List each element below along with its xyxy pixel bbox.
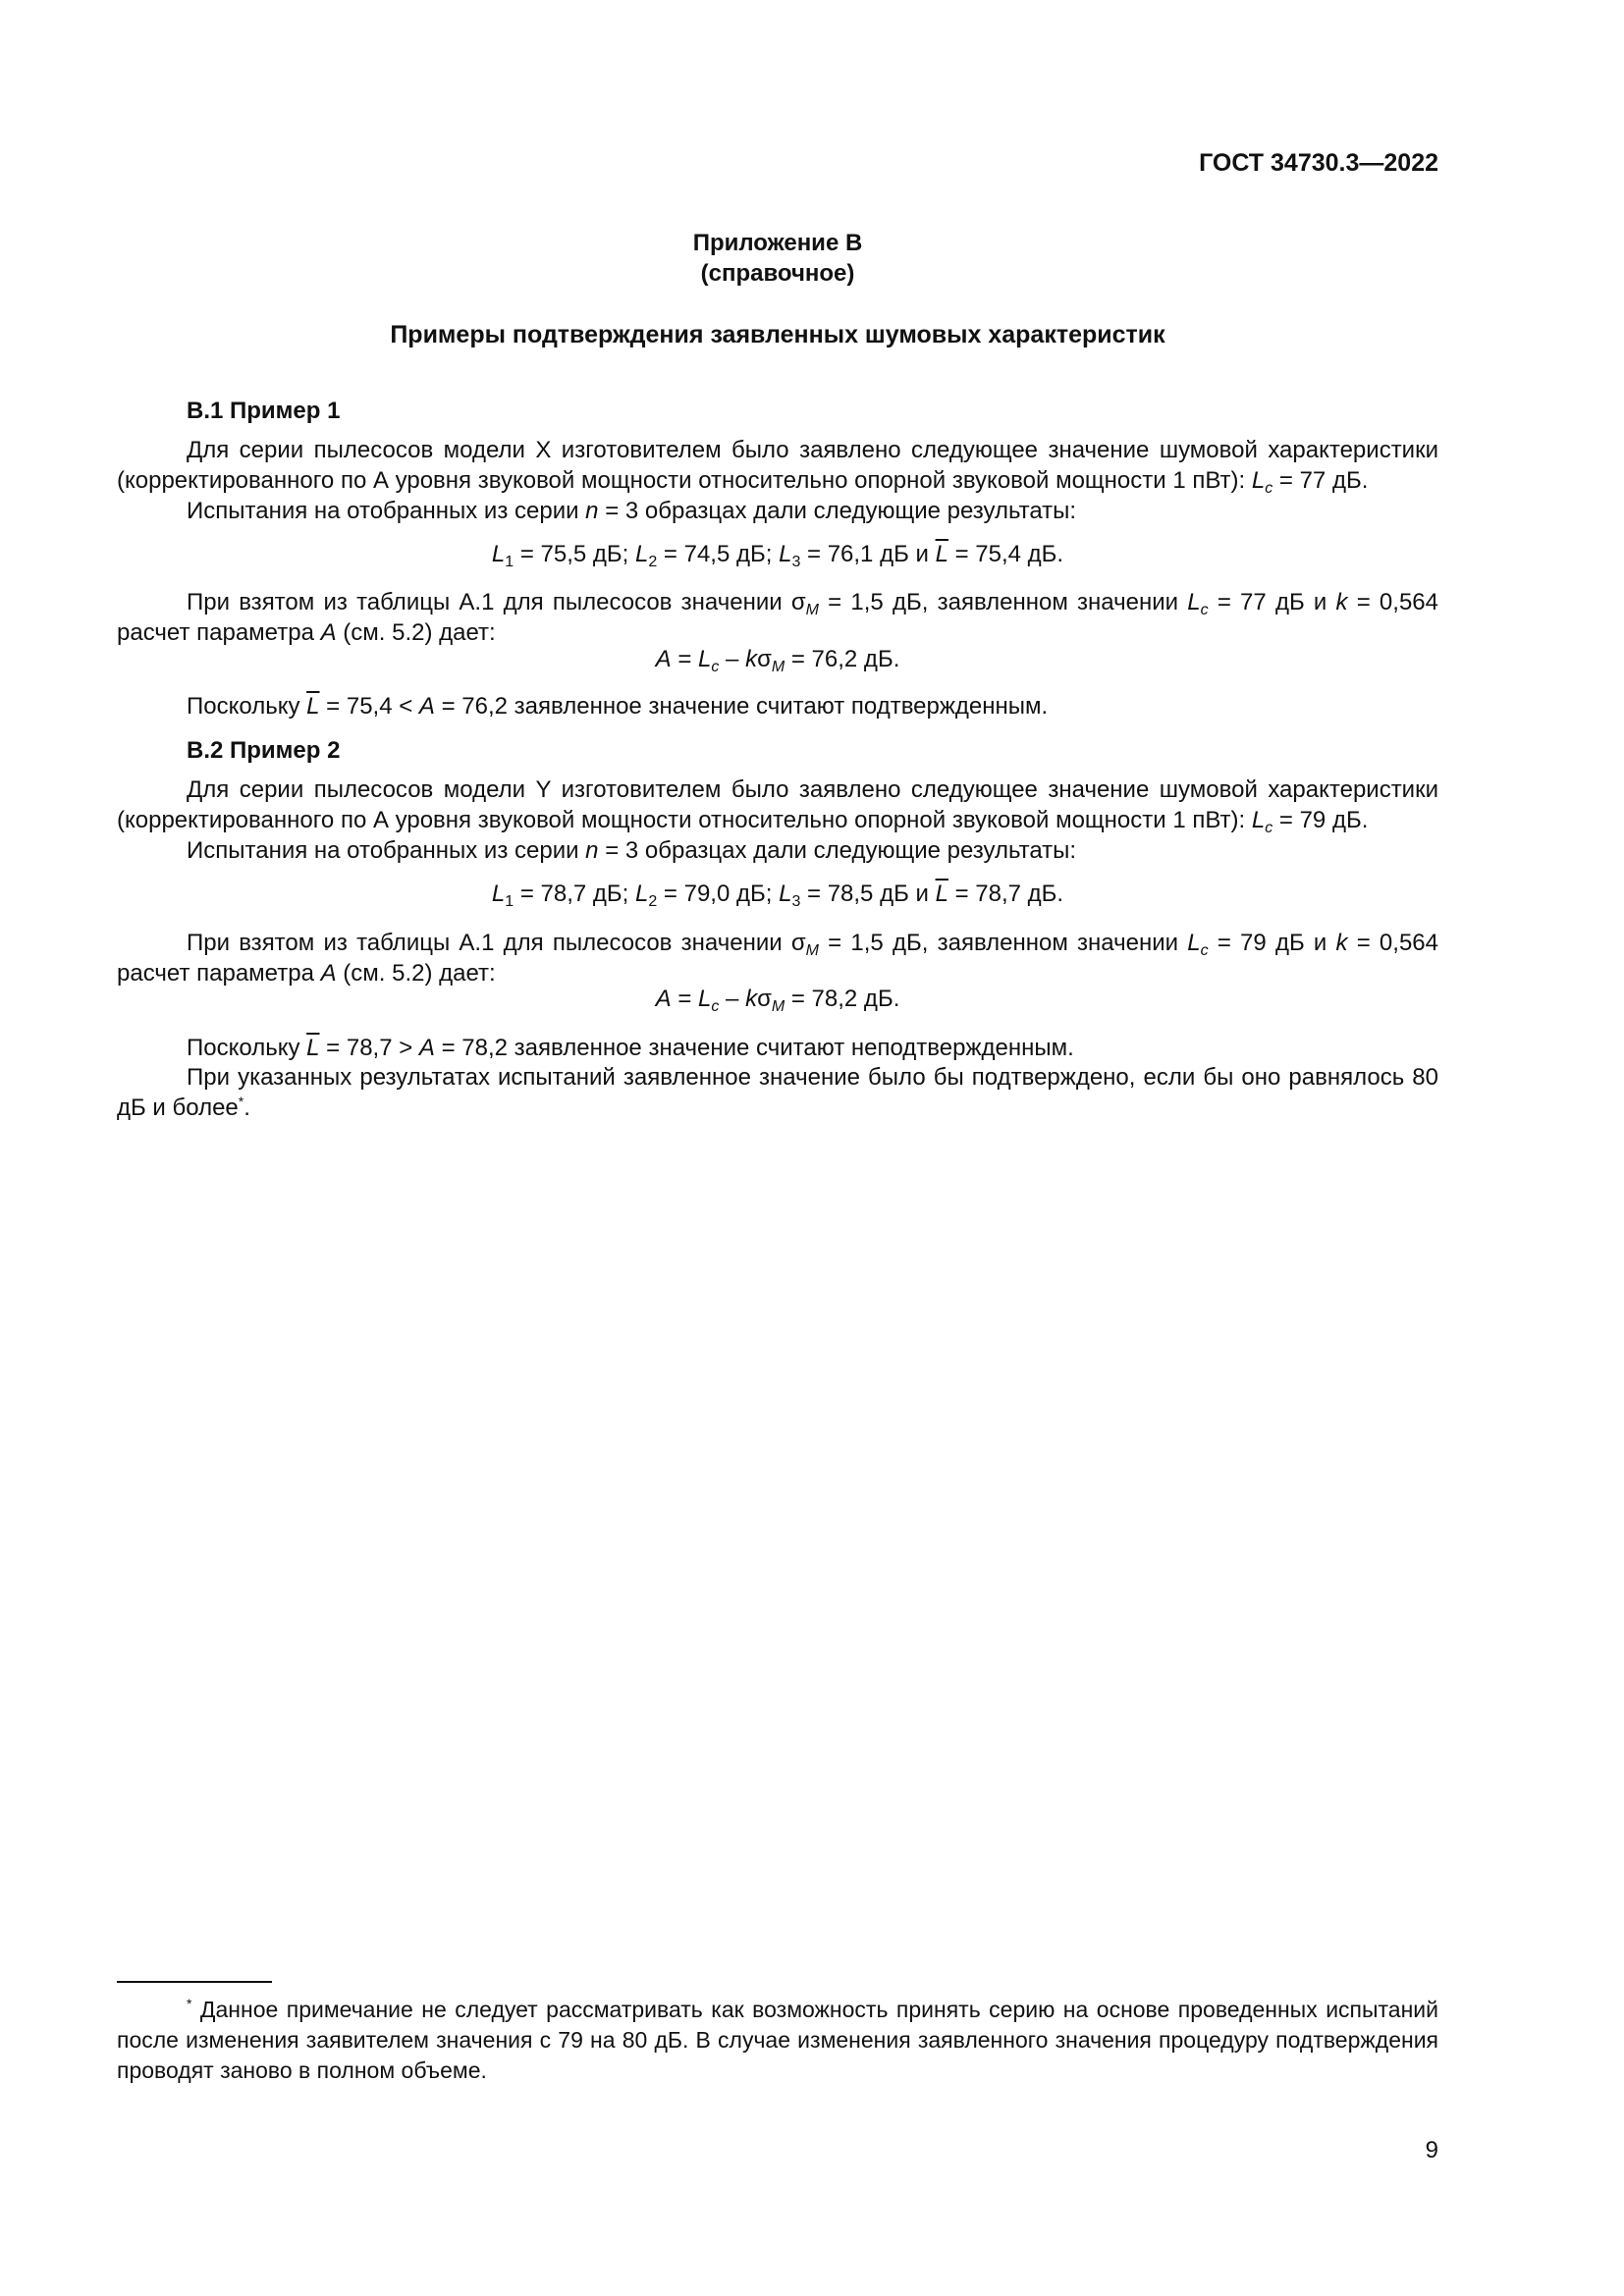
example1-conclusion: Поскольку $\overline{L} = 75,4 < A = 76,2$ заявленное значение считают подтвержденным. <box>187 693 1049 720</box>
example2-results-formula: $L_1 = 78,7$ дБ; $L_2 = 79,0$ дБ; $L_3 = 78,5$ дБ и $\overline{L} = 78,7$ дБ. <box>491 881 1064 910</box>
example1-parameter-formula: $A = L_c - k\sigma_M = 76,2$ дБ. <box>655 646 900 675</box>
main-title: Примеры подтверждения заявленных шумовых характеристик <box>390 321 1165 348</box>
footnote-reference[interactable]: * <box>238 1094 244 1109</box>
example1-results-formula: $L_1 = 75,5$ дБ; $L_2 = 74,5$ дБ; $L_3 = 76,1$ дБ и $\overline{L} = 75,4$ дБ. <box>491 541 1064 570</box>
appendix-heading <box>117 228 1438 289</box>
document-header: ГОСТ 34730.3—2022 <box>1199 149 1438 177</box>
appendix-subtitle: (справочное) <box>700 260 855 287</box>
example1-paragraph3: При взятом из таблицы А.1 для пылесосов значении $\sigma_M = 1,5$ дБ, заявленном значении $L_c = 77$ дБ и k = 0,564 расчет параметра A (см. 5.2) дает: <box>117 589 1438 646</box>
example2-paragraph2: Испытания на отобранных из серии n = 3 образцах дали следующие результаты: <box>187 837 1077 864</box>
page-number: 9 <box>1425 2137 1438 2163</box>
example2-parameter-formula: $A = L_c - k\sigma_M = 78,2$ дБ. <box>655 986 900 1015</box>
example2-paragraph3: При взятом из таблицы А.1 для пылесосов значении $\sigma_M = 1,5$ дБ, заявленном значении $L_c = 79$ дБ и k = 0,564 расчет параметра A (см. 5.2) дает: <box>117 930 1438 987</box>
appendix-title: Приложение В <box>692 230 863 256</box>
example2-note-paragraph: При указанных результатах испытаний заявленное значение было бы подтверждено, если бы оно равнялось 80 дБ и более*. <box>117 1064 1438 1121</box>
example2-conclusion: Поскольку $\overline{L} = 78,7 > A = 78,2$ заявленное значение считают неподтвержденным. <box>187 1035 1074 1061</box>
example2-paragraph1: Для серии пылесосов модели Y изготовителем было заявлено следующее значение шумовой характеристики (корректированного по А уровня звуковой мощности относительно опорной звуковой мощности 1 пВт): $L_c = 79$ дБ. <box>117 776 1438 836</box>
example1-paragraph1: Для серии пылесосов модели X изготовителем было заявлено следующее значение шумовой характеристики (корректированного по А уровня звуковой мощности относительно опорной звуковой мощности 1 пВт): $L_c = 77$ дБ. <box>117 437 1438 497</box>
example1-heading: В.1 Пример 1 <box>187 398 341 424</box>
footnote: * Данное примечание не следует рассматривать как возможность принять серию на основе проведенных испытаний после изменения заявителем значения с 79 на 80 дБ. В случае изменения заявленного значения процедуру подтверждения проводят заново в полном объеме. <box>117 1996 1438 2083</box>
footnote-separator <box>117 1981 272 1983</box>
example1-paragraph2: Испытания на отобранных из серии n = 3 образцах дали следующие результаты: <box>187 498 1077 524</box>
example2-heading: В.2 Пример 2 <box>187 737 341 764</box>
